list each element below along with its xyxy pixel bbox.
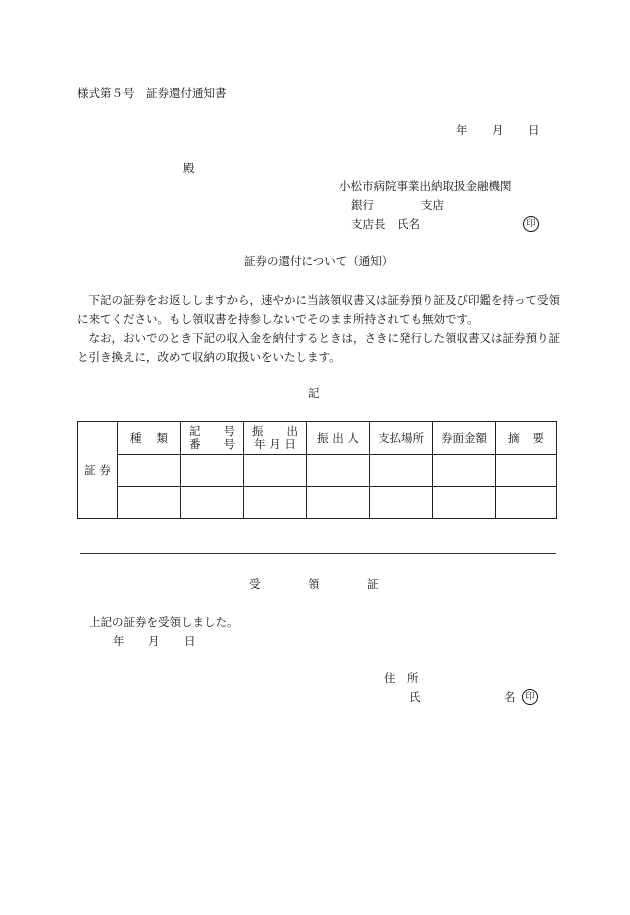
subject-heading: 証券の還付について（通知） [244, 254, 394, 268]
cut-line-divider [80, 553, 556, 554]
receipt-name-label-2: 名 [504, 690, 516, 704]
body-text [77, 291, 561, 367]
table-header-row [78, 422, 557, 455]
body-paragraph-1: 下記の証券をお返ししますから，速やかに当該領収書又は証券預り証及び印鑑を持って受領に来てください。もし領収書を持参しないでそのまま所持されても無効です。 [77, 293, 560, 326]
receipt-address-label: 住 所 [384, 671, 419, 685]
seal-mark: 印 [522, 689, 538, 705]
receipt-title-char-1: 受 [249, 577, 261, 591]
header-payment-place: 支払場所 [370, 422, 433, 455]
header-issuer: 振 出 人 [307, 422, 370, 455]
body-paragraph-2: なお，おいでのとき下記の収入金を納付するときは，さきに発行した領収書又は証券預り証と引き換えに，改めて収納の取扱いをいたします。 [77, 331, 560, 364]
seal-mark: 印 [523, 216, 539, 232]
sender-manager-label: 支店長 氏名 [351, 217, 420, 231]
cell-face-value [433, 487, 496, 519]
sender-seal-mark [523, 216, 539, 232]
cell-remarks [496, 487, 557, 519]
header-face-value: 券面金額 [433, 422, 496, 455]
date-day-label: 日 [528, 123, 540, 137]
row-label-cell [78, 422, 118, 519]
table-row [78, 487, 557, 519]
receipt-year-label: 年 [113, 634, 125, 648]
cell-payment-place [370, 455, 433, 487]
table-row [78, 455, 557, 487]
date-year-label: 年 [456, 123, 468, 137]
securities-table [77, 421, 557, 519]
cell-issuer [307, 487, 370, 519]
receipt-title-char-2: 領 [308, 577, 320, 591]
form-title: 様式第５号 証券還付通知書 [77, 86, 227, 100]
cell-type [118, 455, 181, 487]
cell-number [181, 455, 244, 487]
receipt-month-label: 月 [148, 634, 160, 648]
sender-bank-label: 銀行 [351, 198, 374, 212]
header-remarks: 摘 要 [496, 422, 557, 455]
cell-payment-place [370, 487, 433, 519]
cell-remarks [496, 455, 557, 487]
sender-branch-label: 支店 [421, 198, 444, 212]
header-number: 記 号 番 号 [181, 422, 244, 455]
cell-issuer [307, 455, 370, 487]
sender-institution: 小松市病院事業出納取扱金融機関 [339, 179, 512, 193]
date-month-label: 月 [492, 123, 504, 137]
addressee-honorific: 殿 [183, 161, 195, 175]
receipt-name-label-1: 氏 [409, 690, 421, 704]
cell-face-value [433, 455, 496, 487]
receipt-statement: 上記の証券を受領しました。 [89, 615, 239, 629]
header-type: 種 類 [118, 422, 181, 455]
cell-issue-date [244, 455, 307, 487]
receipt-day-label: 日 [184, 634, 196, 648]
receipt-seal-mark [522, 689, 538, 705]
receipt-title-char-3: 証 [367, 577, 379, 591]
row-label: 証 券 [84, 463, 111, 477]
ki-marker: 記 [308, 386, 320, 400]
cell-type [118, 487, 181, 519]
cell-issue-date [244, 487, 307, 519]
header-issue-date: 振 出 年 月 日 [244, 422, 307, 455]
cell-number [181, 487, 244, 519]
